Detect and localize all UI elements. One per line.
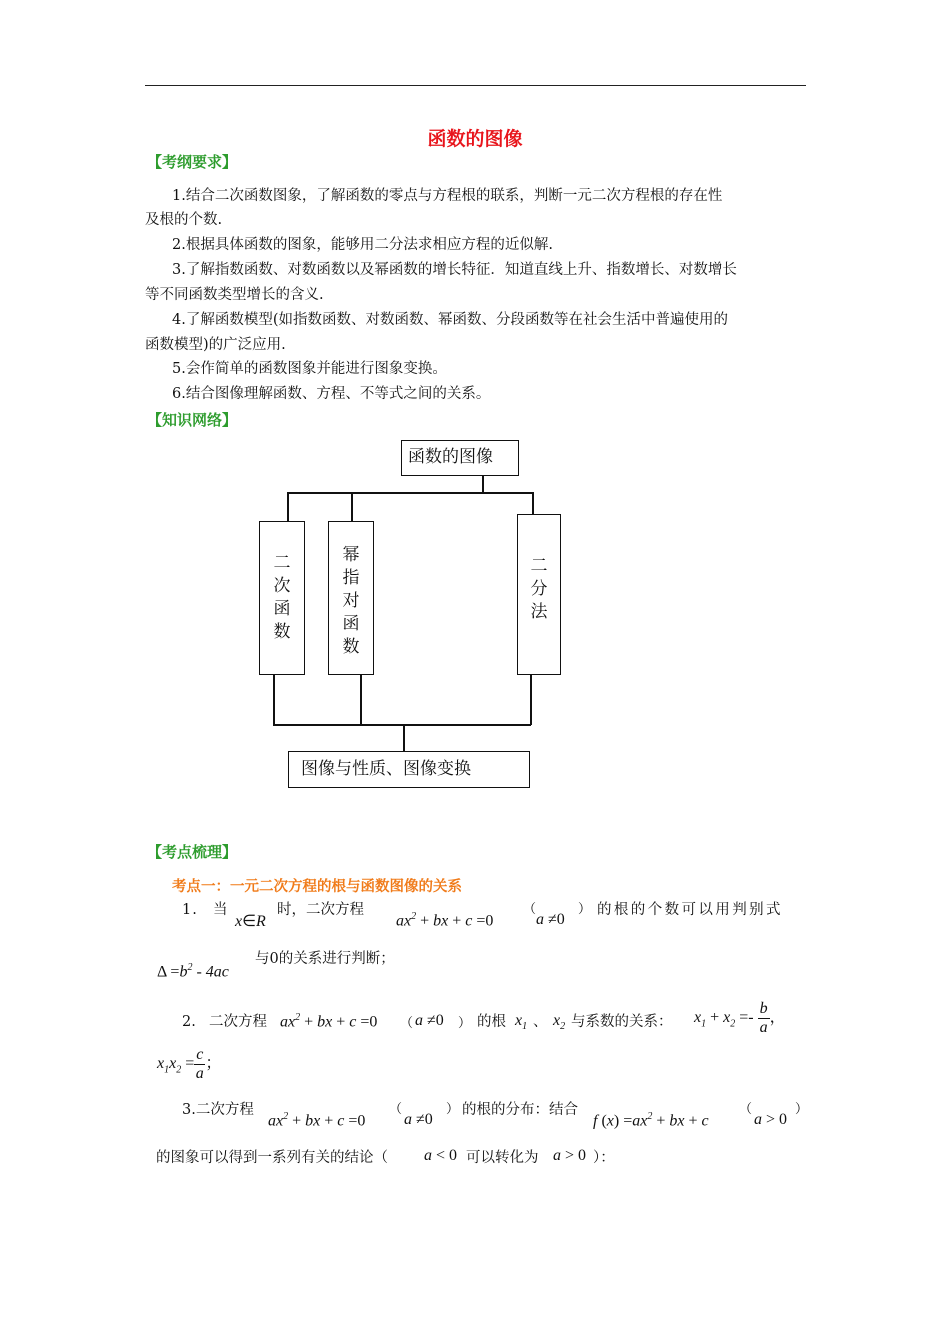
math-quadratic-eq: $ax^2$ + bx + c =0 bbox=[396, 911, 494, 930]
math-fx-def: f $(x) =ax^2$ + bx + c bbox=[593, 1111, 709, 1130]
item2-num: 2. bbox=[182, 1014, 196, 1030]
diagram-box-quadratic bbox=[259, 521, 305, 675]
req-line-2: 2.根据具体函数的图象，能够用二分法求相应方程的近似解. bbox=[172, 237, 553, 253]
diagram-root-box: 函数的图像 bbox=[401, 440, 519, 476]
math-a-neq-0: a ≠0 bbox=[404, 1111, 433, 1128]
req-line-5: 5.会作简单的函数图象并能进行图象变换。 bbox=[172, 361, 447, 377]
math-discriminant: $\Delta =b^2 - 4ac$ bbox=[157, 962, 229, 981]
diagram-char: 函 bbox=[273, 599, 291, 619]
item2-text-a: 二次方程 bbox=[209, 1014, 267, 1030]
diagram-char: 二 bbox=[273, 553, 291, 573]
diagram-char: 指 bbox=[342, 568, 360, 588]
diagram-char: 次 bbox=[273, 576, 291, 596]
item1-text-b: 时，二次方程 bbox=[277, 902, 364, 918]
req-line-4: 4.了解函数模型(如指数函数、对数函数、幂函数、分段函数等在社会生活中普遍使用的 bbox=[172, 312, 728, 328]
req-line-1b: 及根的个数. bbox=[145, 212, 223, 228]
diagram-char: 法 bbox=[530, 602, 548, 622]
math-x1: $x_1$ bbox=[515, 1012, 528, 1033]
item1-text-a: 当 bbox=[213, 902, 228, 918]
connector bbox=[273, 724, 531, 726]
item3-text-e: ）： bbox=[593, 1150, 615, 1166]
connector bbox=[351, 492, 353, 522]
item3-text-b: 的根的分布：结合 bbox=[462, 1102, 578, 1118]
item2-text-b: 的根 bbox=[477, 1014, 506, 1030]
item2-text-c: 与系数的关系： bbox=[571, 1014, 673, 1030]
diagram-char: 对 bbox=[342, 591, 360, 611]
connector bbox=[532, 492, 534, 514]
connector bbox=[273, 675, 275, 725]
connector bbox=[530, 675, 532, 725]
req-line-1: 1.结合二次函数图象，了解函数的零点与方程根的联系，判断一元二次方程根的存在性 bbox=[172, 188, 723, 204]
connector bbox=[482, 476, 484, 493]
math-a-gt-0: a > 0 bbox=[553, 1147, 587, 1164]
item3-text-a: 3.二次方程 bbox=[182, 1102, 254, 1118]
header-rule bbox=[145, 85, 806, 86]
item1-text-d: 与0的关系进行判断； bbox=[255, 951, 395, 967]
diagram-box-power-exp-log bbox=[328, 521, 374, 675]
diagram-char: 数 bbox=[342, 637, 360, 657]
item1-text-c: 的根的个数可以用判别式 bbox=[597, 902, 783, 918]
page-title: 函数的图像 bbox=[427, 128, 523, 150]
diagram-char: 函 bbox=[342, 614, 360, 634]
connector bbox=[287, 492, 289, 522]
diagram-char: 二 bbox=[530, 556, 548, 576]
math-a-neq-0: a ≠0 bbox=[536, 911, 565, 928]
math-a-neq-0: a ≠0 bbox=[415, 1012, 444, 1029]
item3-text-d: 可以转化为 bbox=[466, 1150, 539, 1166]
math-vieta-product: $x_1x_2$ = $\frac{c}{a}$ ； bbox=[157, 1046, 222, 1082]
section-points: 【考点梳理】 bbox=[147, 843, 238, 861]
math-a-lt-0: a < 0 bbox=[424, 1147, 458, 1164]
math-quadratic-eq: $ax^2$ + bx + c =0 bbox=[280, 1012, 378, 1031]
connector bbox=[287, 492, 533, 494]
connector bbox=[403, 724, 405, 752]
math-x-in-r: x∈R bbox=[235, 913, 266, 930]
req-line-3: 3.了解指数函数、对数函数以及幂函数的增长特征．知道直线上升、指数增长、对数增长 bbox=[172, 262, 737, 278]
diagram-bottom-box: 图像与性质、图像变换 bbox=[288, 751, 530, 788]
math-quadratic-eq: $ax^2$ + bx + c =0 bbox=[268, 1111, 366, 1130]
math-x2: $x_2$ bbox=[553, 1012, 566, 1033]
section-network: 【知识网络】 bbox=[147, 411, 238, 429]
connector bbox=[360, 675, 362, 725]
math-vieta-sum: $x_1 + x_2$ =- $\frac{b}{a}$ ， bbox=[694, 1000, 786, 1036]
item1-num: 1. bbox=[182, 902, 198, 918]
point1-heading: 考点一：一元二次方程的根与函数图像的关系 bbox=[172, 879, 462, 895]
diagram-box-bisection bbox=[517, 514, 561, 675]
item3-text-c: 的图象可以得到一系列有关的结论（ bbox=[156, 1150, 388, 1166]
diagram-char: 数 bbox=[273, 622, 291, 642]
req-line-4b: 函数模型)的广泛应用. bbox=[145, 337, 286, 353]
diagram-char: 幂 bbox=[342, 545, 360, 565]
req-line-3b: 等不同函数类型增长的含义. bbox=[145, 287, 324, 303]
math-a-gt-0: a > 0 bbox=[754, 1111, 788, 1128]
req-line-6: 6.结合图像理解函数、方程、不等式之间的关系。 bbox=[172, 386, 491, 402]
section-requirements: 【考纲要求】 bbox=[147, 153, 238, 171]
diagram-char: 分 bbox=[530, 579, 548, 599]
